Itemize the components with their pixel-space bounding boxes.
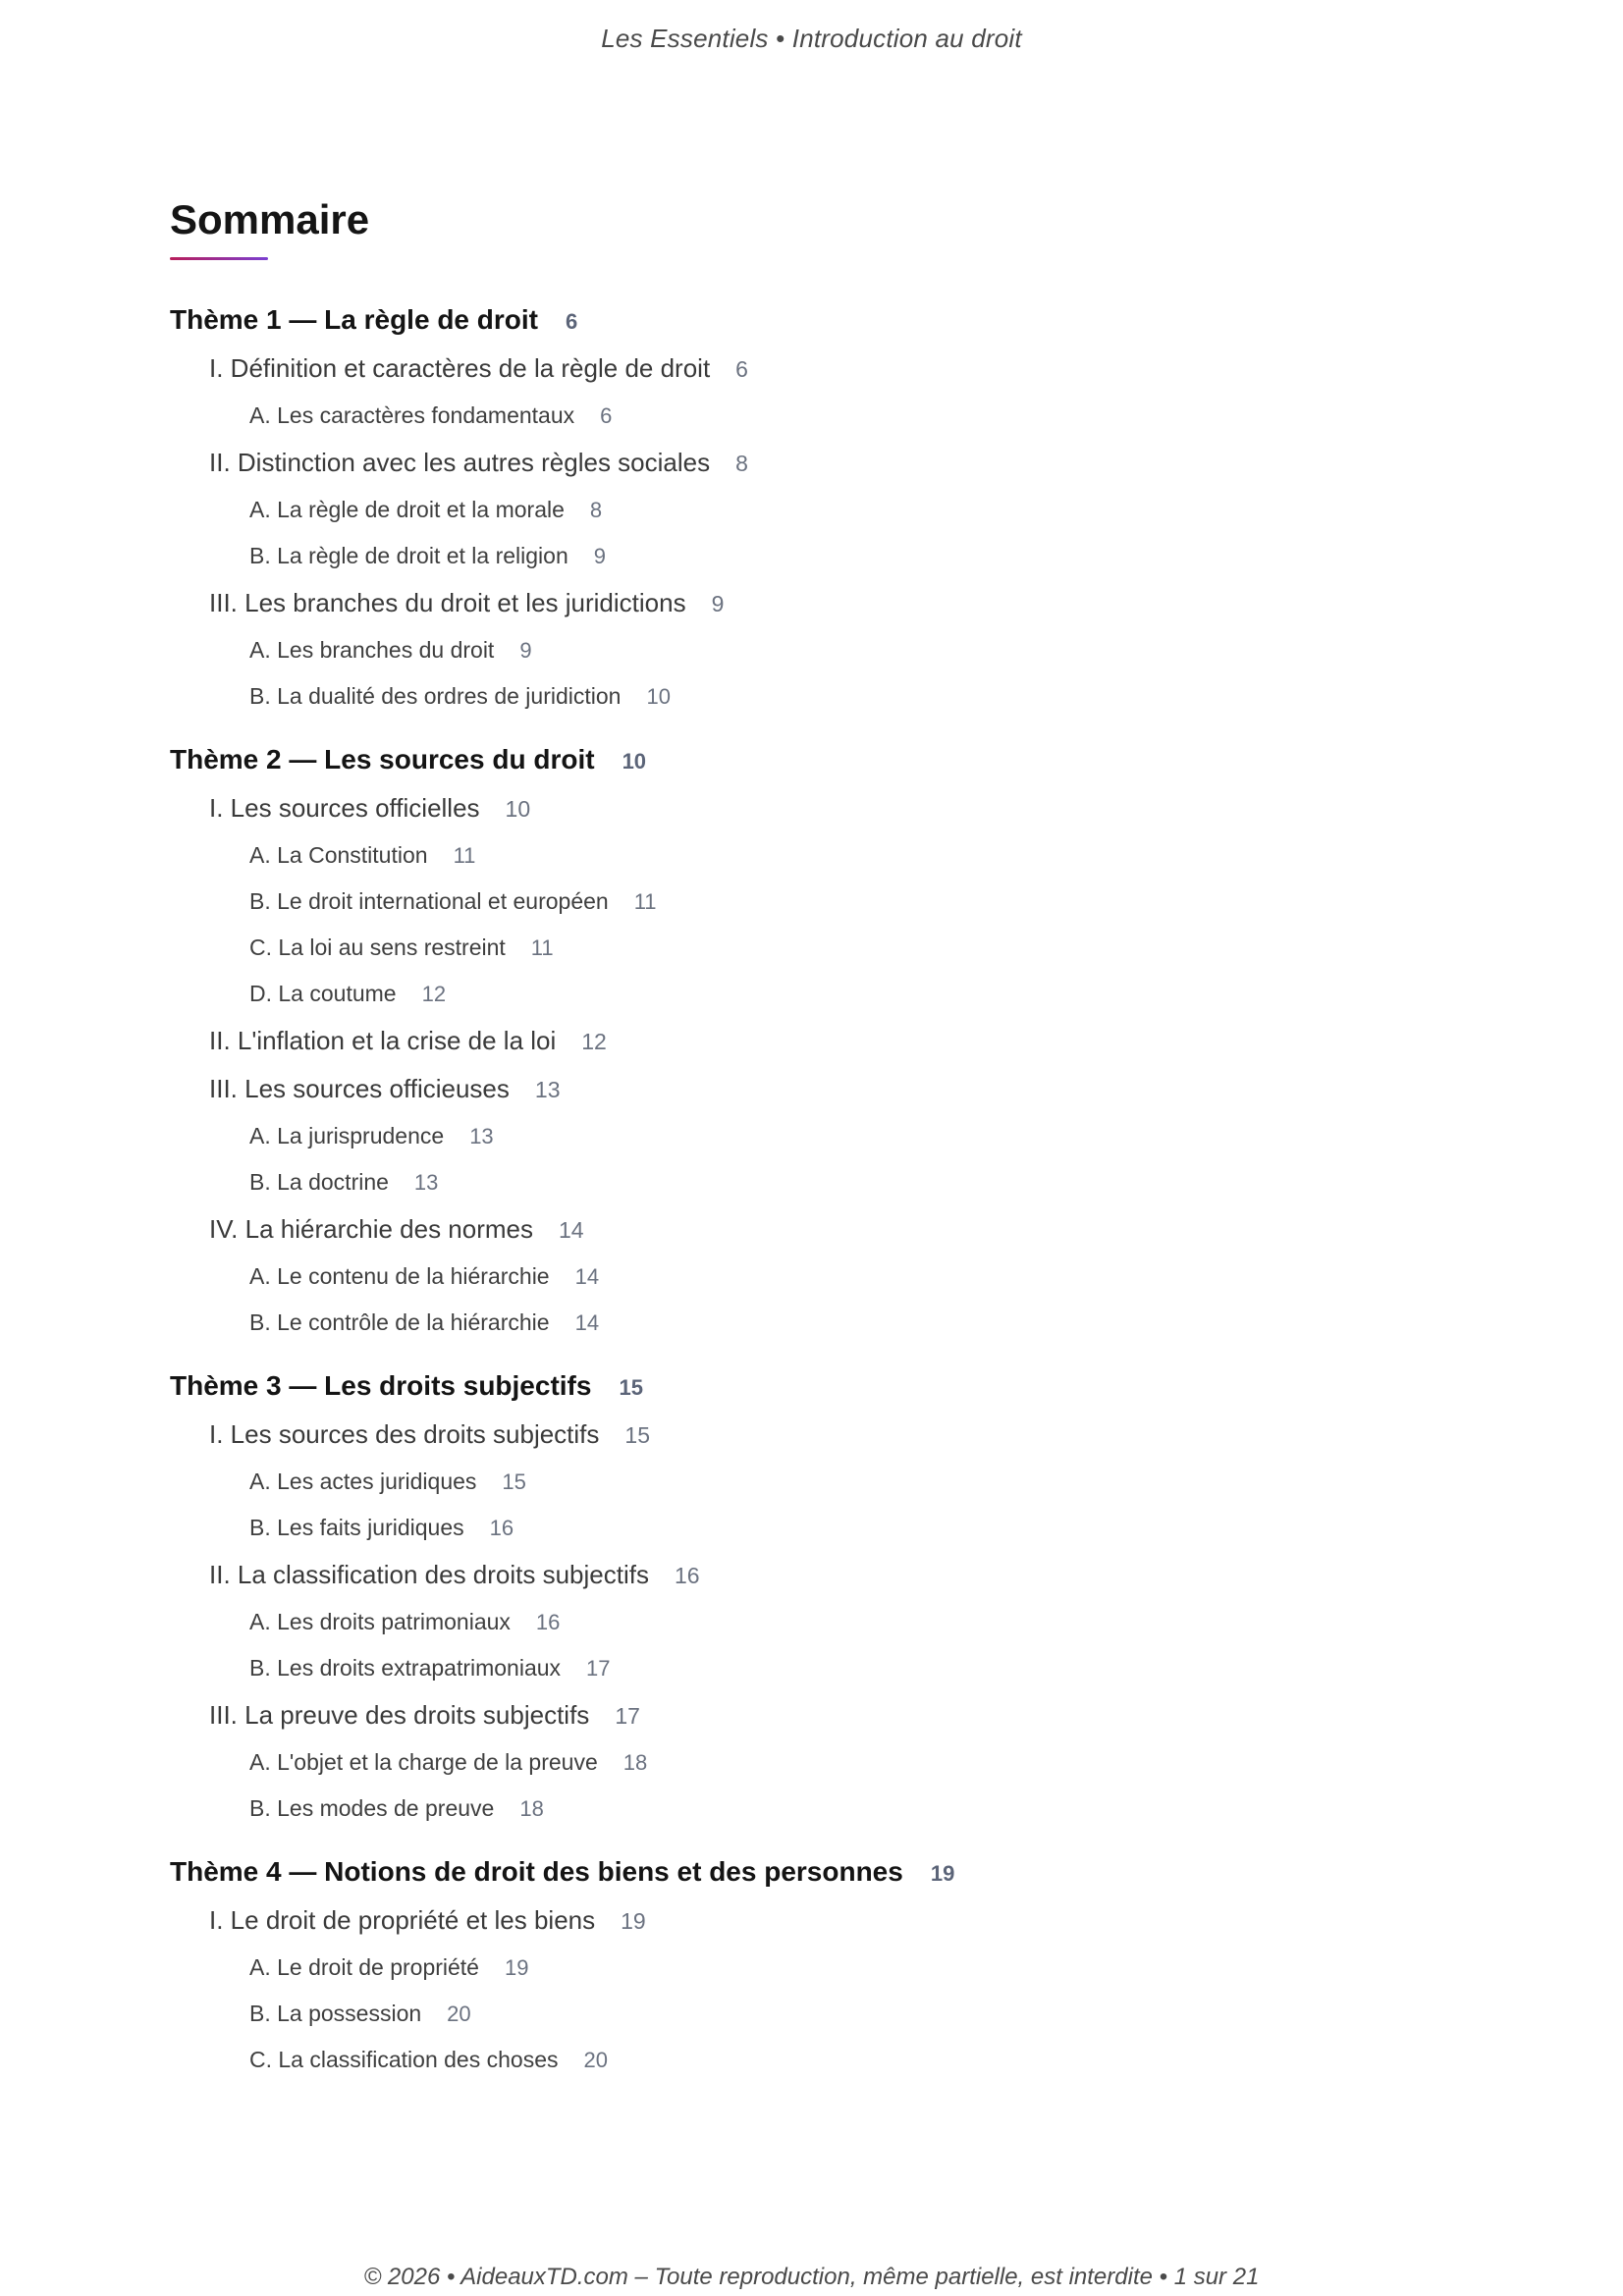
toc-section-entry-page-number: 15 xyxy=(624,1422,650,1448)
toc-section-entry-page-number: 12 xyxy=(581,1029,607,1054)
toc-subsection-entry-label: A. Les actes juridiques xyxy=(249,1468,477,1494)
toc-section-entry[interactable] xyxy=(170,1551,1446,1599)
toc-subsection-entry[interactable] xyxy=(170,1300,1446,1346)
toc-subsection-entry-page-number: 8 xyxy=(589,498,603,522)
toc-subsection-entry-page-number: 16 xyxy=(489,1516,514,1540)
toc-theme-entry-page-number: 15 xyxy=(619,1375,643,1400)
toc-subsection-entry-page-number: 11 xyxy=(453,843,476,868)
toc-section-entry[interactable] xyxy=(170,1065,1446,1113)
toc-section-entry-page-number: 9 xyxy=(711,591,725,616)
toc-section-entry-label: III. Les branches du droit et les juridictions xyxy=(209,588,686,617)
toc-subsection-entry-label: B. Les faits juridiques xyxy=(249,1515,464,1540)
running-footer: © 2026 • AideauxTD.com – Toute reproduction, même partielle, est interdite • 1 sur 21 xyxy=(363,2264,1260,2290)
toc-subsection-entry-page-number: 16 xyxy=(535,1610,561,1634)
toc-theme-entry[interactable] xyxy=(170,1362,1446,1411)
toc-subsection-entry-page-number: 13 xyxy=(413,1170,439,1195)
toc-section-entry-label: I. Définition et caractères de la règle de droit xyxy=(209,353,711,383)
toc-section-entry-label: II. L'inflation et la crise de la loi xyxy=(209,1026,557,1055)
toc-subsection-entry[interactable] xyxy=(170,1459,1446,1505)
toc-subsection-entry-label: B. La doctrine xyxy=(249,1169,389,1195)
toc-subsection-entry[interactable] xyxy=(170,533,1446,579)
toc-subsection-entry-label: B. La dualité des ordres de juridiction xyxy=(249,683,622,709)
toc-section-entry-label: I. Les sources officielles xyxy=(209,793,480,823)
toc-section-entry[interactable] xyxy=(170,784,1446,832)
toc-theme-entry[interactable] xyxy=(170,1847,1446,1896)
toc-section-entry-page-number: 16 xyxy=(674,1563,700,1588)
toc-subsection-entry-page-number: 18 xyxy=(519,1796,544,1821)
toc-section-entry-label: III. La preuve des droits subjectifs xyxy=(209,1700,590,1730)
toc-subsection-entry[interactable] xyxy=(170,879,1446,925)
toc-section-entry-label: I. Les sources des droits subjectifs xyxy=(209,1419,600,1449)
toc-subsection-entry[interactable] xyxy=(170,971,1446,1017)
toc-section-entry[interactable] xyxy=(170,1411,1446,1459)
toc-subsection-entry-page-number: 10 xyxy=(646,684,671,709)
toc-section-entry[interactable] xyxy=(170,439,1446,487)
toc-subsection-entry-label: A. La Constitution xyxy=(249,842,428,868)
toc-theme-entry-page-number: 19 xyxy=(930,1861,955,1886)
toc-subsection-entry[interactable] xyxy=(170,1254,1446,1300)
toc-theme-entry-label: Thème 2 — Les sources du droit xyxy=(170,744,595,774)
toc-section-entry-page-number: 13 xyxy=(534,1077,561,1102)
toc-subsection-entry-label: D. La coutume xyxy=(249,981,397,1006)
toc-subsection-entry-page-number: 11 xyxy=(530,935,554,960)
toc-subsection-entry-label: A. L'objet et la charge de la preuve xyxy=(249,1749,598,1775)
toc-subsection-entry[interactable] xyxy=(170,487,1446,533)
toc-theme-entry-label: Thème 3 — Les droits subjectifs xyxy=(170,1370,592,1401)
toc-section-entry[interactable] xyxy=(170,1017,1446,1065)
toc-subsection-entry-label: B. La règle de droit et la religion xyxy=(249,543,568,568)
toc-subsection-entry-page-number: 13 xyxy=(469,1124,494,1148)
toc-section-entry-page-number: 14 xyxy=(559,1217,584,1243)
toc-theme-entry-page-number: 6 xyxy=(565,309,578,334)
toc-subsection-entry-page-number: 18 xyxy=(622,1750,648,1775)
toc-section-entry[interactable] xyxy=(170,1896,1446,1945)
toc-section-entry-label: I. Le droit de propriété et les biens xyxy=(209,1905,596,1935)
toc-subsection-entry-page-number: 6 xyxy=(600,403,613,428)
toc-subsection-entry[interactable] xyxy=(170,1991,1446,2037)
toc-section-entry[interactable] xyxy=(170,1205,1446,1254)
toc-subsection-entry-label: B. La possession xyxy=(249,2001,422,2026)
toc-subsection-entry-page-number: 12 xyxy=(421,982,447,1006)
running-header: Les Essentiels • Introduction au droit xyxy=(601,24,1022,53)
toc-subsection-entry[interactable] xyxy=(170,1786,1446,1832)
toc-subsection-entry-label: A. Les branches du droit xyxy=(249,637,495,663)
toc-subsection-entry-label: A. Le droit de propriété xyxy=(249,1954,479,1980)
toc-subsection-entry-page-number: 15 xyxy=(502,1469,526,1494)
toc-subsection-entry-page-number: 20 xyxy=(583,2048,608,2072)
toc-subsection-entry[interactable] xyxy=(170,925,1446,971)
toc-subsection-entry[interactable] xyxy=(170,627,1446,673)
table-of-contents xyxy=(170,192,1446,2083)
toc-section-entry-page-number: 10 xyxy=(505,796,531,822)
toc-subsection-entry-label: B. Le droit international et européen xyxy=(249,888,609,914)
toc-section-entry-page-number: 17 xyxy=(615,1703,640,1729)
toc-subsection-entry-label: A. Les droits patrimoniaux xyxy=(249,1609,511,1634)
toc-section-entry[interactable] xyxy=(170,579,1446,627)
toc-subsection-entry-label: C. La classification des choses xyxy=(249,2047,559,2072)
toc-subsection-entry-label: B. Les modes de preuve xyxy=(249,1795,495,1821)
toc-section-entry-label: II. Distinction avec les autres règles sociales xyxy=(209,448,711,477)
toc-subsection-entry-page-number: 17 xyxy=(586,1656,611,1681)
toc-subsection-entry-page-number: 14 xyxy=(574,1264,600,1289)
toc-theme-entry-page-number: 10 xyxy=(622,749,647,774)
toc-list xyxy=(170,295,1446,2083)
toc-subsection-entry[interactable] xyxy=(170,1945,1446,1991)
toc-theme-entry[interactable] xyxy=(170,735,1446,784)
toc-section-entry-page-number: 6 xyxy=(735,356,748,382)
toc-subsection-entry-page-number: 14 xyxy=(574,1310,600,1335)
toc-subsection-entry[interactable] xyxy=(170,1599,1446,1645)
toc-subsection-entry[interactable] xyxy=(170,393,1446,439)
title-underline xyxy=(170,257,268,260)
toc-section-entry-page-number: 19 xyxy=(621,1908,646,1934)
toc-subsection-entry[interactable] xyxy=(170,2037,1446,2083)
toc-subsection-entry-page-number: 19 xyxy=(504,1955,529,1980)
toc-subsection-entry[interactable] xyxy=(170,832,1446,879)
toc-subsection-entry[interactable] xyxy=(170,1739,1446,1786)
toc-subsection-entry-page-number: 9 xyxy=(593,544,607,568)
toc-subsection-entry-label: A. Les caractères fondamentaux xyxy=(249,402,575,428)
toc-section-entry-label: III. Les sources officieuses xyxy=(209,1074,510,1103)
toc-subsection-entry-label: A. Le contenu de la hiérarchie xyxy=(249,1263,550,1289)
toc-section-entry[interactable] xyxy=(170,345,1446,393)
toc-subsection-entry-page-number: 11 xyxy=(633,889,657,914)
toc-subsection-entry-label: C. La loi au sens restreint xyxy=(249,934,506,960)
toc-theme-entry[interactable] xyxy=(170,295,1446,345)
toc-subsection-entry-label: A. La jurisprudence xyxy=(249,1123,445,1148)
toc-subsection-entry[interactable] xyxy=(170,1159,1446,1205)
toc-subsection-entry[interactable] xyxy=(170,1645,1446,1691)
toc-subsection-entry-page-number: 9 xyxy=(519,638,532,663)
toc-subsection-entry-label: B. Le contrôle de la hiérarchie xyxy=(249,1309,550,1335)
toc-title: Sommaire xyxy=(170,196,370,242)
toc-subsection-entry-label: B. Les droits extrapatrimoniaux xyxy=(249,1655,562,1681)
toc-section-entry[interactable] xyxy=(170,1691,1446,1739)
toc-subsection-entry-label: A. La règle de droit et la morale xyxy=(249,497,565,522)
toc-section-entry-label: IV. La hiérarchie des normes xyxy=(209,1214,534,1244)
toc-subsection-entry[interactable] xyxy=(170,673,1446,720)
toc-subsection-entry[interactable] xyxy=(170,1113,1446,1159)
toc-theme-entry-label: Thème 4 — Notions de droit des biens et des personnes xyxy=(170,1856,903,1887)
toc-section-entry-label: II. La classification des droits subjectifs xyxy=(209,1560,649,1589)
toc-subsection-entry-page-number: 20 xyxy=(447,2002,471,2026)
toc-subsection-entry[interactable] xyxy=(170,1505,1446,1551)
toc-section-entry-page-number: 8 xyxy=(735,451,748,476)
toc-theme-entry-label: Thème 1 — La règle de droit xyxy=(170,304,538,335)
